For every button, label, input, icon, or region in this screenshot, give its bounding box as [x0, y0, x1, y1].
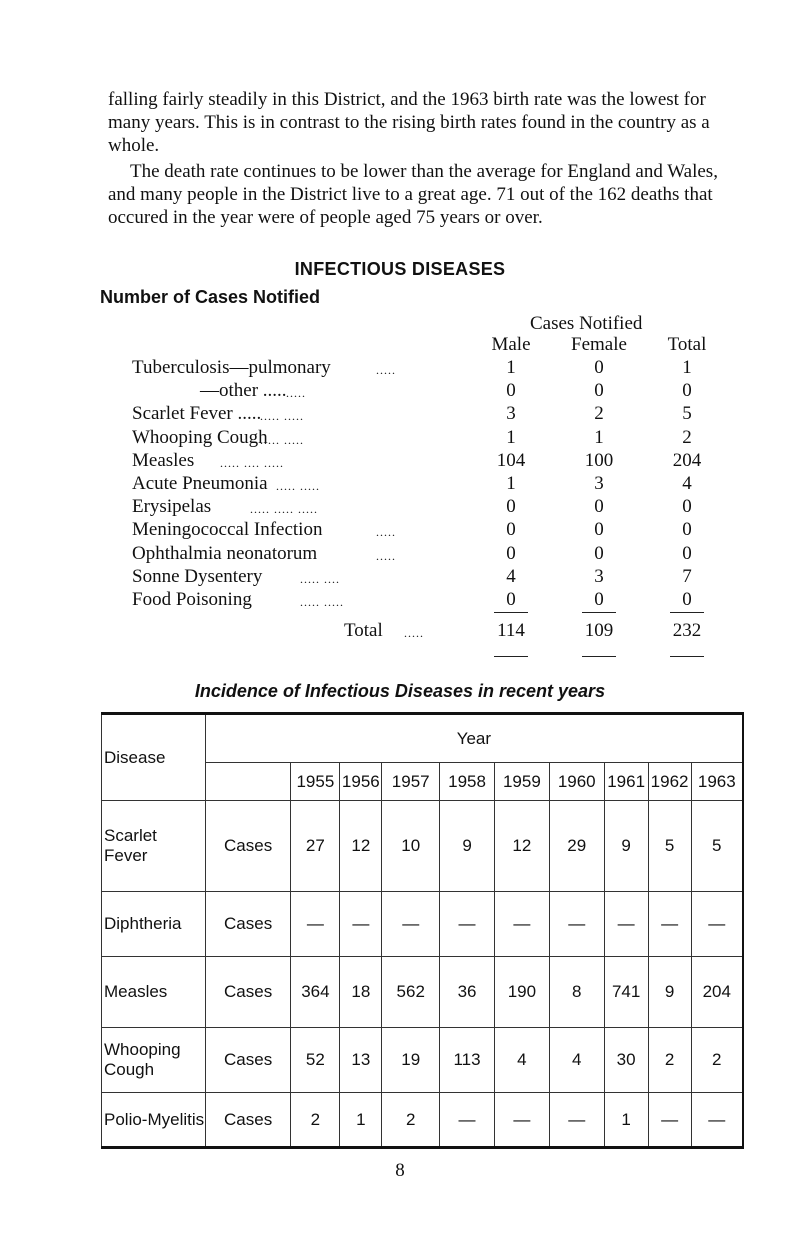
case-row-male: 4 [506, 565, 516, 587]
case-row-male: 104 [496, 449, 526, 471]
value-cell: — [382, 892, 440, 957]
section-heading: INFECTIOUS DISEASES [294, 259, 506, 279]
case-row-label: Whooping Cough [132, 426, 268, 448]
paragraph-death-rate: The death rate continues to be lower than the average for England and Wales, and many people in the District live to a great age. 71 out of the 162 deaths that occured in the year were of people aged 75 years or over. [108, 161, 718, 228]
disease-name: Polio-Myelitis [102, 1093, 206, 1148]
value-cell: — [604, 892, 648, 957]
case-row-female: 0 [594, 519, 604, 541]
value-cell: 204 [691, 957, 743, 1028]
incidence-title: Incidence of Infectious Diseases in recent years [194, 681, 606, 701]
measure-cell: Cases [205, 801, 291, 892]
measure-cell: Cases [205, 892, 291, 957]
case-row-male: 1 [506, 426, 516, 448]
value-cell: 190 [494, 957, 549, 1028]
total-leader-dots: ..... [404, 626, 424, 640]
year-cell: 1955 [291, 763, 340, 801]
case-row-total: 0 [682, 589, 692, 610]
year-cell: 1960 [549, 763, 604, 801]
measure-cell: Cases [205, 1028, 291, 1093]
year-cell: 1963 [691, 763, 743, 801]
case-row-label: Tuberculosis—pulmonary [132, 357, 331, 378]
case-row-female: 3 [594, 565, 604, 587]
value-cell: — [648, 1093, 691, 1148]
case-row-label: Measles [132, 449, 195, 471]
value-cell: — [691, 1093, 743, 1148]
case-row-female: 0 [594, 542, 604, 564]
page-number: 8 [395, 1160, 405, 1181]
measure-header-cell [205, 763, 291, 801]
paragraph-birth-rate: falling fairly steadily in this District, and the 1963 birth rate was the lowest for many years. This is in contrast to the rising birth rates found in the country as a whole. [108, 89, 710, 156]
value-cell: 18 [340, 957, 382, 1028]
value-cell: 52 [291, 1028, 340, 1093]
table-row [102, 957, 744, 1028]
disease-name: Diphtheria [102, 892, 206, 957]
value-cell: 9 [440, 801, 495, 892]
disease-name: Whooping Cough [102, 1028, 206, 1093]
value-cell: 12 [340, 801, 382, 892]
measure-cell: Cases [205, 1093, 291, 1148]
value-cell: 30 [604, 1028, 648, 1093]
case-row-female: 100 [584, 449, 614, 471]
table-row [102, 892, 744, 957]
leader-dots: ..... [376, 363, 396, 377]
case-row-label: Scarlet Fever ..... [132, 403, 262, 425]
rule-above-total [582, 612, 616, 613]
year-cell: 1958 [440, 763, 495, 801]
case-row-male: 0 [506, 589, 516, 610]
year-cell: 1957 [382, 763, 440, 801]
value-cell: 36 [440, 957, 495, 1028]
value-cell: 2 [648, 1028, 691, 1093]
case-row-label: Meningococcal Infection [132, 519, 323, 541]
rule-above-total [670, 612, 704, 613]
case-row-male: 3 [506, 403, 516, 425]
total-female: 109 [584, 620, 614, 641]
value-cell: — [440, 892, 495, 957]
leader-dots: ..... .... [300, 571, 340, 586]
value-cell: 10 [382, 801, 440, 892]
disease-name: Measles [102, 957, 206, 1028]
value-cell: 12 [494, 801, 549, 892]
case-row-male: 1 [506, 357, 516, 378]
total-male: 114 [497, 620, 525, 641]
case-row-label: Erysipelas [132, 496, 212, 518]
case-row-female: 0 [594, 589, 604, 610]
col-header-male: Male [491, 334, 531, 355]
case-row-label: —other ..... [200, 380, 287, 402]
value-cell: — [549, 1093, 604, 1148]
case-row-total: 0 [682, 542, 692, 564]
case-row-total: 0 [682, 380, 692, 402]
total-label: Total [344, 620, 383, 641]
value-cell: — [648, 892, 691, 957]
value-cell: — [340, 892, 382, 957]
value-cell: 562 [382, 957, 440, 1028]
measure-cell: Cases [205, 957, 291, 1028]
case-row-male: 0 [506, 542, 516, 564]
incidence-table [101, 712, 744, 1149]
case-row-total: 204 [672, 449, 702, 471]
col-header-total: Total [667, 334, 707, 355]
value-cell: 2 [691, 1028, 743, 1093]
leader-dots: ..... .... ..... [220, 455, 284, 470]
leader-dots: ..... [286, 386, 306, 401]
col-header-female: Female [571, 334, 627, 355]
year-header: Year [205, 714, 743, 763]
value-cell: 8 [549, 957, 604, 1028]
case-row-female: 3 [594, 473, 604, 494]
value-cell: 27 [291, 801, 340, 892]
value-cell: — [494, 1093, 549, 1148]
case-row-total: 2 [682, 426, 692, 448]
value-cell: 741 [604, 957, 648, 1028]
value-cell: 1 [604, 1093, 648, 1148]
case-row-female: 0 [594, 496, 604, 518]
rule-below-total [494, 656, 528, 657]
leader-dots: ..... ..... [300, 595, 344, 609]
leader-dots: ..... ..... [260, 432, 304, 447]
leader-dots: ..... ..... ..... [250, 502, 318, 517]
disease-name: Scarlet Fever [102, 801, 206, 892]
case-row-label: Sonne Dysentery [132, 565, 263, 587]
case-row-male: 1 [506, 473, 516, 494]
case-row-male: 0 [506, 380, 516, 402]
leader-dots: ..... ..... [276, 479, 320, 493]
rule-below-total [582, 656, 616, 657]
value-cell: 2 [382, 1093, 440, 1148]
value-cell: 4 [549, 1028, 604, 1093]
year-cell: 1961 [604, 763, 648, 801]
value-cell: 2 [291, 1093, 340, 1148]
case-row-label: Acute Pneumonia [132, 473, 268, 494]
value-cell: — [549, 892, 604, 957]
year-cell: 1962 [648, 763, 691, 801]
cases-notified-header: Cases Notified [530, 313, 643, 334]
value-cell: 5 [691, 801, 743, 892]
value-cell: 29 [549, 801, 604, 892]
value-cell: 9 [648, 957, 691, 1028]
rule-above-total [494, 612, 528, 613]
leader-dots: ..... [376, 548, 396, 563]
leader-dots: ..... ..... [260, 409, 304, 424]
case-row-label: Food Poisoning [132, 589, 252, 610]
case-row-total: 0 [682, 519, 692, 541]
total-total: 232 [672, 620, 702, 641]
value-cell: 1 [340, 1093, 382, 1148]
value-cell: — [440, 1093, 495, 1148]
case-row-total: 5 [682, 403, 692, 425]
value-cell: — [691, 892, 743, 957]
value-cell: 9 [604, 801, 648, 892]
case-row-label: Ophthalmia neonatorum [132, 542, 318, 564]
disease-header: Disease [102, 714, 206, 801]
table-row [102, 1028, 744, 1093]
case-row-female: 2 [594, 403, 604, 425]
value-cell: 5 [648, 801, 691, 892]
value-cell: 13 [340, 1028, 382, 1093]
table-row [102, 801, 744, 892]
case-row-male: 0 [506, 496, 516, 518]
value-cell: — [291, 892, 340, 957]
case-row-total: 4 [682, 473, 692, 494]
year-cell: 1959 [494, 763, 549, 801]
leader-dots: ..... [376, 525, 396, 540]
cases-subheading: Number of Cases Notified [100, 287, 321, 307]
table-row [102, 1093, 744, 1148]
value-cell: 364 [291, 957, 340, 1028]
case-row-total: 0 [682, 496, 692, 518]
year-cell: 1956 [340, 763, 382, 801]
case-row-total: 1 [682, 357, 692, 378]
case-row-male: 0 [506, 519, 516, 541]
case-row-female: 1 [594, 426, 604, 448]
value-cell: 4 [494, 1028, 549, 1093]
case-row-total: 7 [682, 565, 692, 587]
rule-below-total [670, 656, 704, 657]
value-cell: — [494, 892, 549, 957]
value-cell: 113 [440, 1028, 495, 1093]
value-cell: 19 [382, 1028, 440, 1093]
case-row-female: 0 [594, 357, 604, 378]
case-row-female: 0 [594, 380, 604, 402]
